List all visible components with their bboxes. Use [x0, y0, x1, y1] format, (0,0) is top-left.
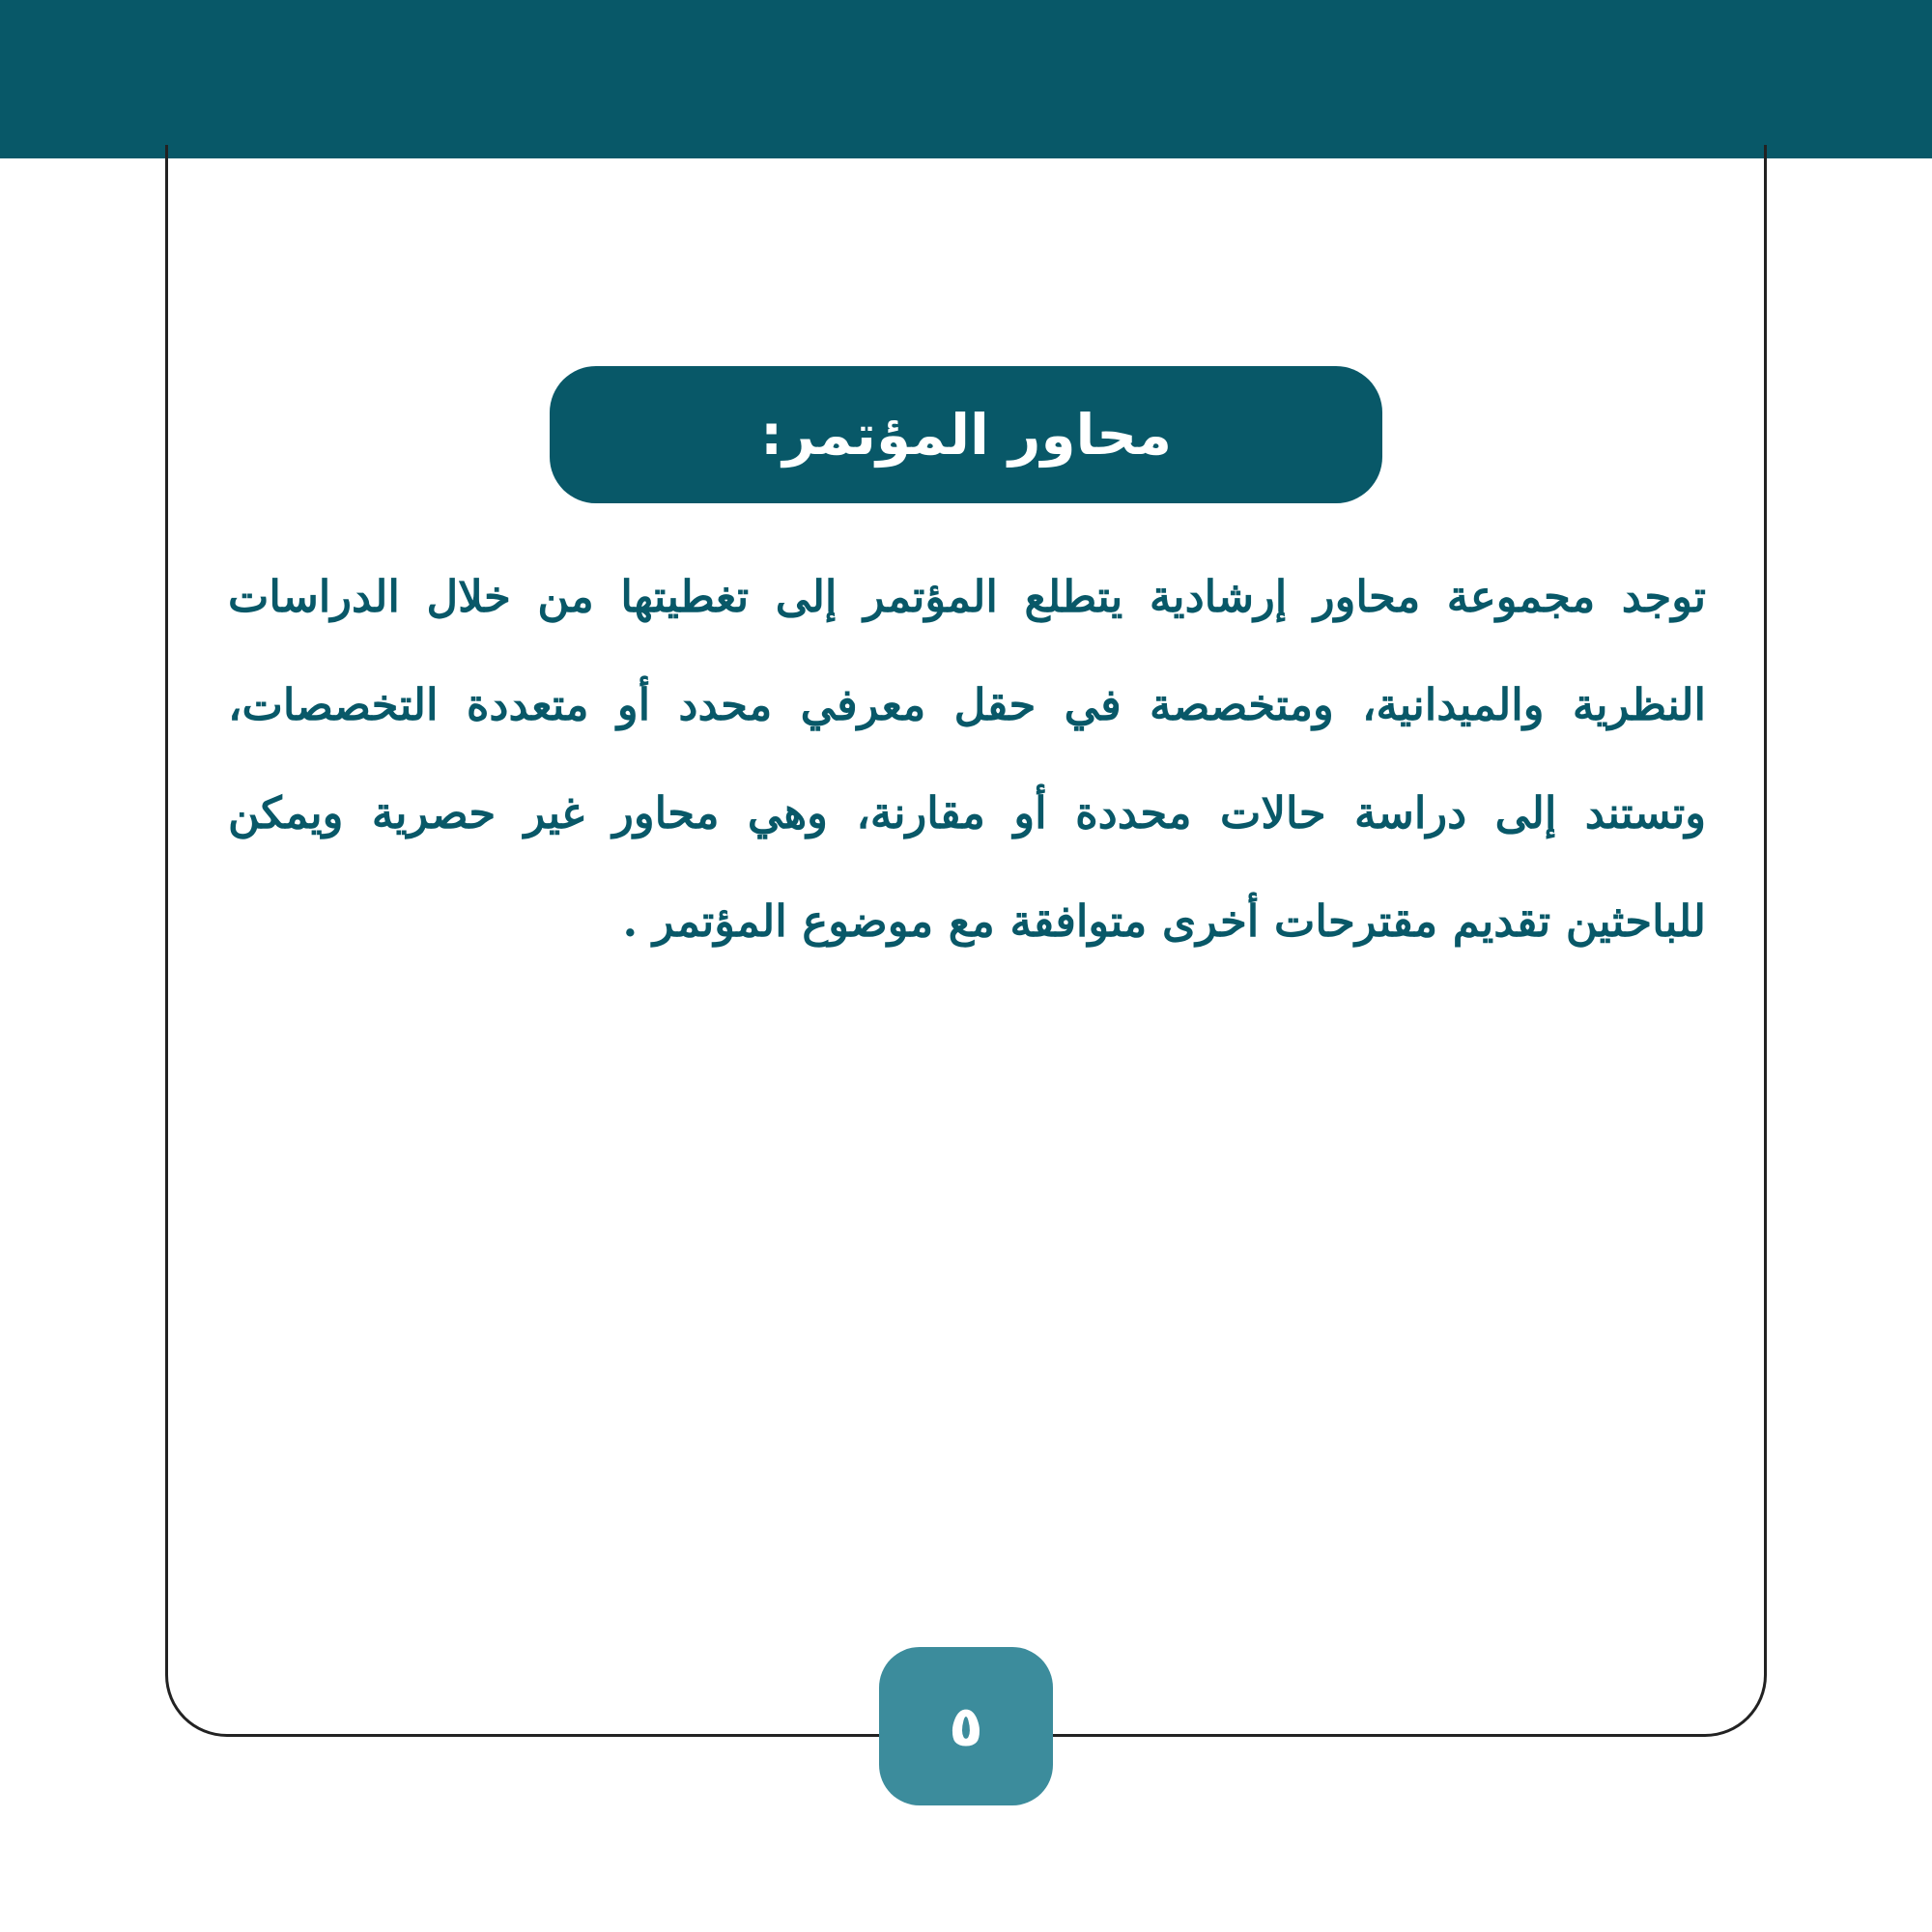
top-banner — [0, 0, 1932, 158]
page-title: محاور المؤتمر: — [760, 402, 1172, 468]
page-number-badge — [879, 1647, 1053, 1805]
body-paragraph: توجد مجموعة محاور إرشادية يتطلع المؤتمر إلى تغطيتها من خلال الدراسات النظرية والميدانية، ومتخصصة في حقل معرفي محدد أو متعددة التخصصات، وتستند إلى دراسة حالات محددة أو مقارنة، وهي محاور غير حصرية ويمكن للباحثين تقديم مقترحات أخرى متوافقة مع موضوع المؤتمر . — [228, 571, 1706, 947]
page-number: ٥ — [949, 1693, 983, 1759]
title-pill — [550, 366, 1382, 503]
